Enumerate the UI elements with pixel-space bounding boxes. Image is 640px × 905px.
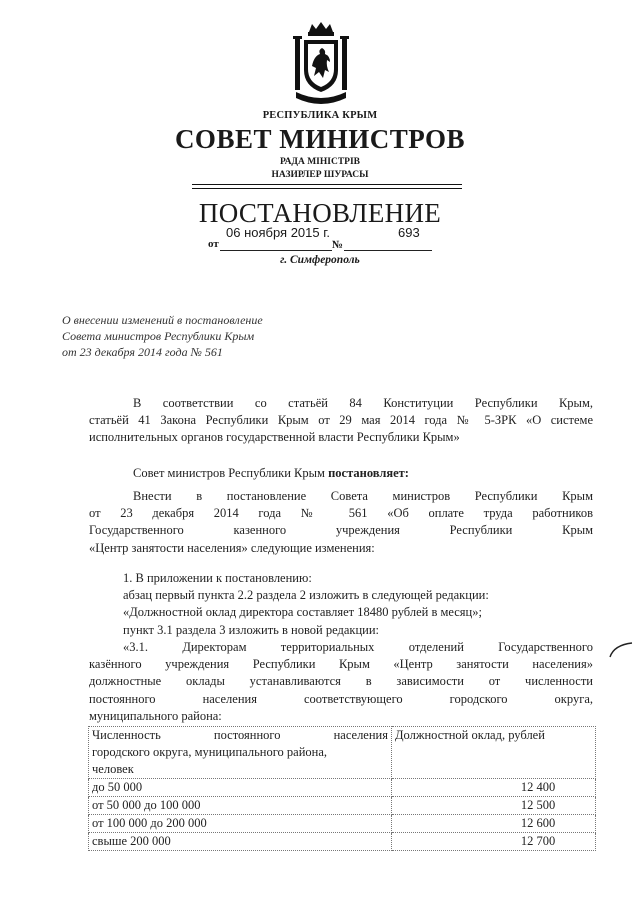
decree-date: 06 ноября 2015 г.	[226, 225, 330, 240]
text-line: постоянного населения соответствующего городского округа,	[89, 691, 593, 706]
decree-number: 693	[398, 225, 420, 240]
date-label: от	[208, 238, 219, 250]
coat-of-arms-emblem	[292, 20, 350, 106]
text-line: Внести в постановление Совета министров Республики Крым	[133, 489, 593, 503]
population-range-cell: до 50 000	[89, 779, 392, 797]
table-header-line: городского округа, муниципального района,	[92, 745, 328, 759]
salary-cell: 12 700	[392, 833, 596, 851]
subject-line: от 23 декабря 2014 года № 561	[62, 345, 223, 359]
salary-cell: 12 400	[392, 779, 596, 797]
text-line: муниципального района:	[89, 708, 222, 723]
population-range-cell: от 100 000 до 200 000	[89, 815, 392, 833]
republic-name: РЕСПУБЛИКА КРЫМ	[262, 110, 378, 121]
decree-subject	[62, 312, 263, 360]
text-line: должностные оклады устанавливаются в зависимости от численности	[89, 674, 593, 689]
population-range-cell: свыше 200 000	[89, 833, 392, 851]
table-header-population	[89, 727, 392, 779]
resolution-keyword: постановляет:	[328, 466, 409, 480]
table-header-line: Численность постоянного населения	[92, 728, 388, 742]
table-row	[89, 797, 596, 815]
population-range-cell: от 50 000 до 100 000	[89, 797, 392, 815]
salary-table	[88, 726, 596, 851]
header-divider-thick	[192, 184, 462, 185]
margin-pen-mark	[606, 641, 636, 661]
subject-line: О внесении изменений в постановление	[62, 313, 263, 327]
number-label: №	[332, 239, 344, 251]
header-divider-thin	[192, 188, 462, 189]
text-line: Государственного казенного учреждения Республики Крым	[89, 523, 593, 538]
directors-salary-paragraph	[89, 639, 593, 725]
text-line: статьёй 41 Закона Республики Крым от 29 мая 2014 года № 5-ЗРК «О системе	[89, 413, 593, 428]
salary-cell: 12 600	[392, 815, 596, 833]
table-row	[89, 833, 596, 851]
text-line: от 23 декабря 2014 года № 561 «Об оплате труда работников	[89, 506, 593, 521]
table-header-row	[89, 727, 596, 779]
subject-line: Совета министров Республики Крым	[62, 329, 255, 343]
list-item: пункт 3.1 раздела 3 изложить в новой редакции:	[123, 622, 379, 637]
text-line: казённого учреждения Республики Крым «Центр занятости населения»	[89, 657, 593, 672]
resolution-text: Совет министров Республики Крым	[133, 466, 329, 480]
preamble-paragraph	[89, 395, 593, 447]
number-underline	[344, 250, 432, 251]
salary-cell: 12 500	[392, 797, 596, 815]
list-item: «Должностной оклад директора составляет 18480 рублей в месяц»;	[123, 605, 482, 620]
table-header-line: человек	[92, 762, 134, 776]
date-underline	[220, 250, 332, 251]
text-line: В соответствии со статьёй 84 Конституции Республики Крым,	[133, 396, 593, 410]
list-item: 1. В приложении к постановлению:	[123, 571, 312, 585]
text-line: «3.1. Директорам территориальных отделений Государственного	[123, 640, 593, 654]
text-line: «Центр занятости населения» следующие изменения:	[89, 540, 375, 555]
table-row	[89, 815, 596, 833]
city-name: г. Симферополь	[280, 254, 360, 266]
table-header-salary: Должностной оклад, рублей	[392, 727, 596, 779]
text-line: исполнительных органов государственной власти Республики Крым»	[89, 430, 460, 445]
amendment-list	[89, 570, 593, 639]
council-name-crimean-tatar: НАЗИРЛЕР ШУРАСЫ	[271, 170, 369, 180]
amendment-paragraph	[89, 488, 593, 557]
decree-title: ПОСТАНОВЛЕНИЕ	[198, 198, 442, 228]
list-item: абзац первый пункта 2.2 раздела 2 изложить в следующей редакции:	[123, 588, 489, 603]
table-row	[89, 779, 596, 797]
council-of-ministers-title: СОВЕТ МИНИСТРОВ	[174, 124, 466, 154]
council-name-ukrainian: РАДА МІНІСТРІВ	[279, 157, 360, 167]
resolution-paragraph	[89, 465, 593, 482]
